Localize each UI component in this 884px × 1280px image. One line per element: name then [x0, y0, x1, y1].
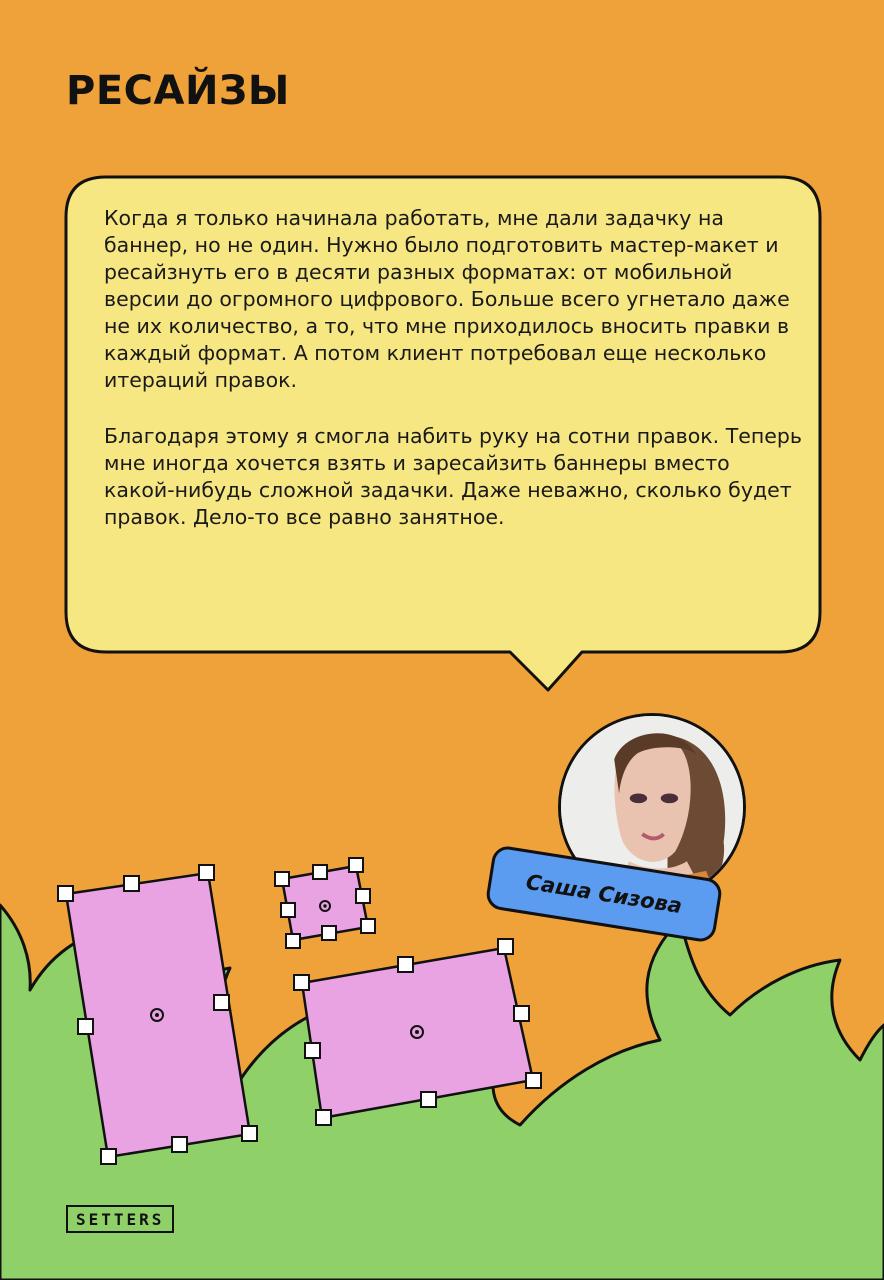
- resize-frame-wide: [302, 948, 533, 1118]
- quote-paragraph-2: Благодаря этому я смогла набить руку на сотни правок. Теперь мне иногда хочется взять и заресайзить баннеры вместо какой-нибудь сложной задачки. Даже неважно, сколько будет правок. Дело-то все равно занятное.: [104, 424, 802, 529]
- brand-logo: [66, 1205, 174, 1233]
- author-name: Саша Сизова: [524, 869, 684, 919]
- page-title: РЕСАЙЗЫ: [66, 68, 290, 114]
- quote-text: [104, 205, 804, 560]
- quote-paragraph-1: Когда я только начинала работать, мне дали задачку на баннер, но не один. Нужно было подготовить мастер-макет и ресайзнуть его в десяти разных форматах: от мобильной версии до огромного цифрового. Больше всего угнетало даже не их количество, а то, что мне приходилось вносить правки в каждый формат. А потом клиент потребовал еще несколько итераций правок.: [104, 206, 790, 392]
- brand-logo-text: SETTERS: [76, 1209, 165, 1229]
